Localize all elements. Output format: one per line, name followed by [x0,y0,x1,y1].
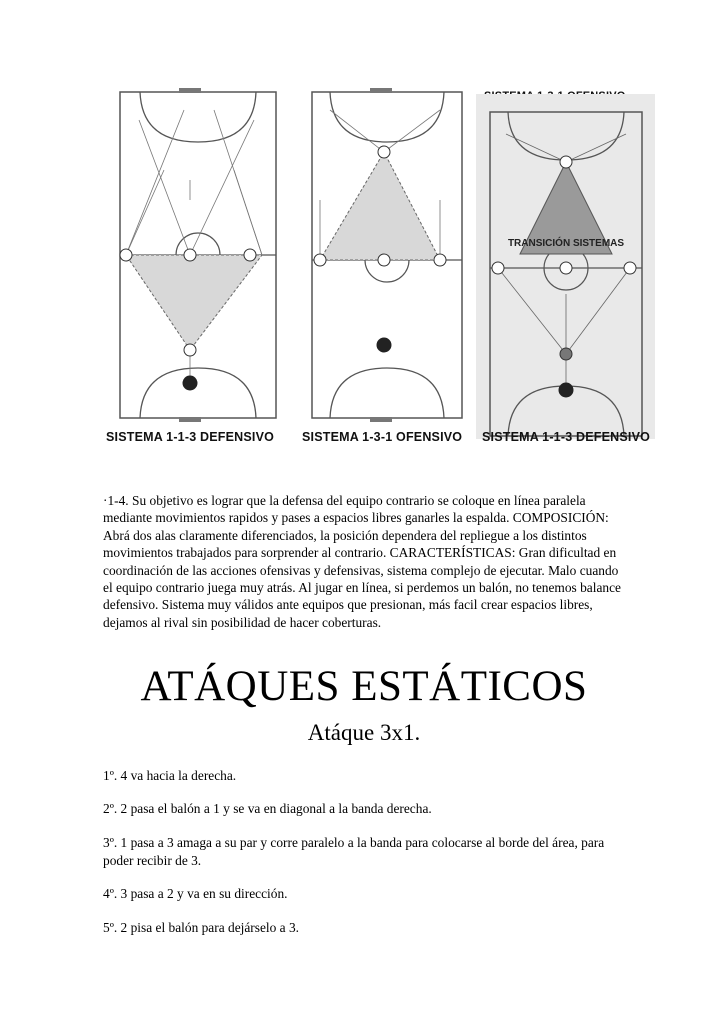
court-1-caption: SISTEMA 1-1-3 DEFENSIVO [106,430,275,444]
court-diagram-1 [104,80,292,444]
court-2-drawing [300,80,476,425]
section-subtitle: Atáque 3x1. [307,720,421,745]
court-3-drawing [476,94,655,439]
step-3: 3º. 1 pasa a 3 amaga a su par y corre paralelo a la banda para colocarse al borde del área, para poder recibir de 3. [103,835,605,868]
step-1: 1º. 4 va hacia la derecha. [103,768,237,783]
section-title: ATÁQUES ESTÁTICOS [140,663,588,710]
court-2-caption: SISTEMA 1-3-1 OFENSIVO [302,430,463,444]
court-1-drawing [104,80,292,425]
court-3-transition-label: TRANSICIÓN SISTEMAS [507,238,625,249]
step-2: 2º. 2 pasa el balón a 1 y se va en diagonal a la banda derecha. [103,801,432,816]
step-4: 4º. 3 pasa a 2 y va en su dirección. [103,886,288,901]
court-diagram-2 [300,80,476,444]
intro-paragraph: ·1-4. Su objetivo es lograr que la defensa del equipo contrario se coloque en línea paralela mediante movimientos rapidos y pases a espacios libres ganarles la espalda. COMPOSICIÓN: Abrá dos alas claramente diferenciados, la posición dependera del repliegue a los distintos movimientos trabajados para sorprender al contrario. CARACTERÍSTICAS: Gran dificultad en coordinación de las acciones ofensivas y defensivas, sistema complejo de ejecutar. Malo cuando el equipo contrario juega muy atrás. Al jugar en línea, si perdemos un balón, no tenemos balance defensivo. Sistema muy válidos ante equipos que presionan, más facil crear espacios libres, dejamos al rival sin posibilidad de hacer coberturas. [103,493,621,630]
step-5: 5º. 2 pisa el balón para dejárselo a 3. [103,920,300,935]
court-3-caption: SISTEMA 1-1-3 DEFENSIVO [482,430,651,444]
tactics-diagrams [104,80,655,475]
